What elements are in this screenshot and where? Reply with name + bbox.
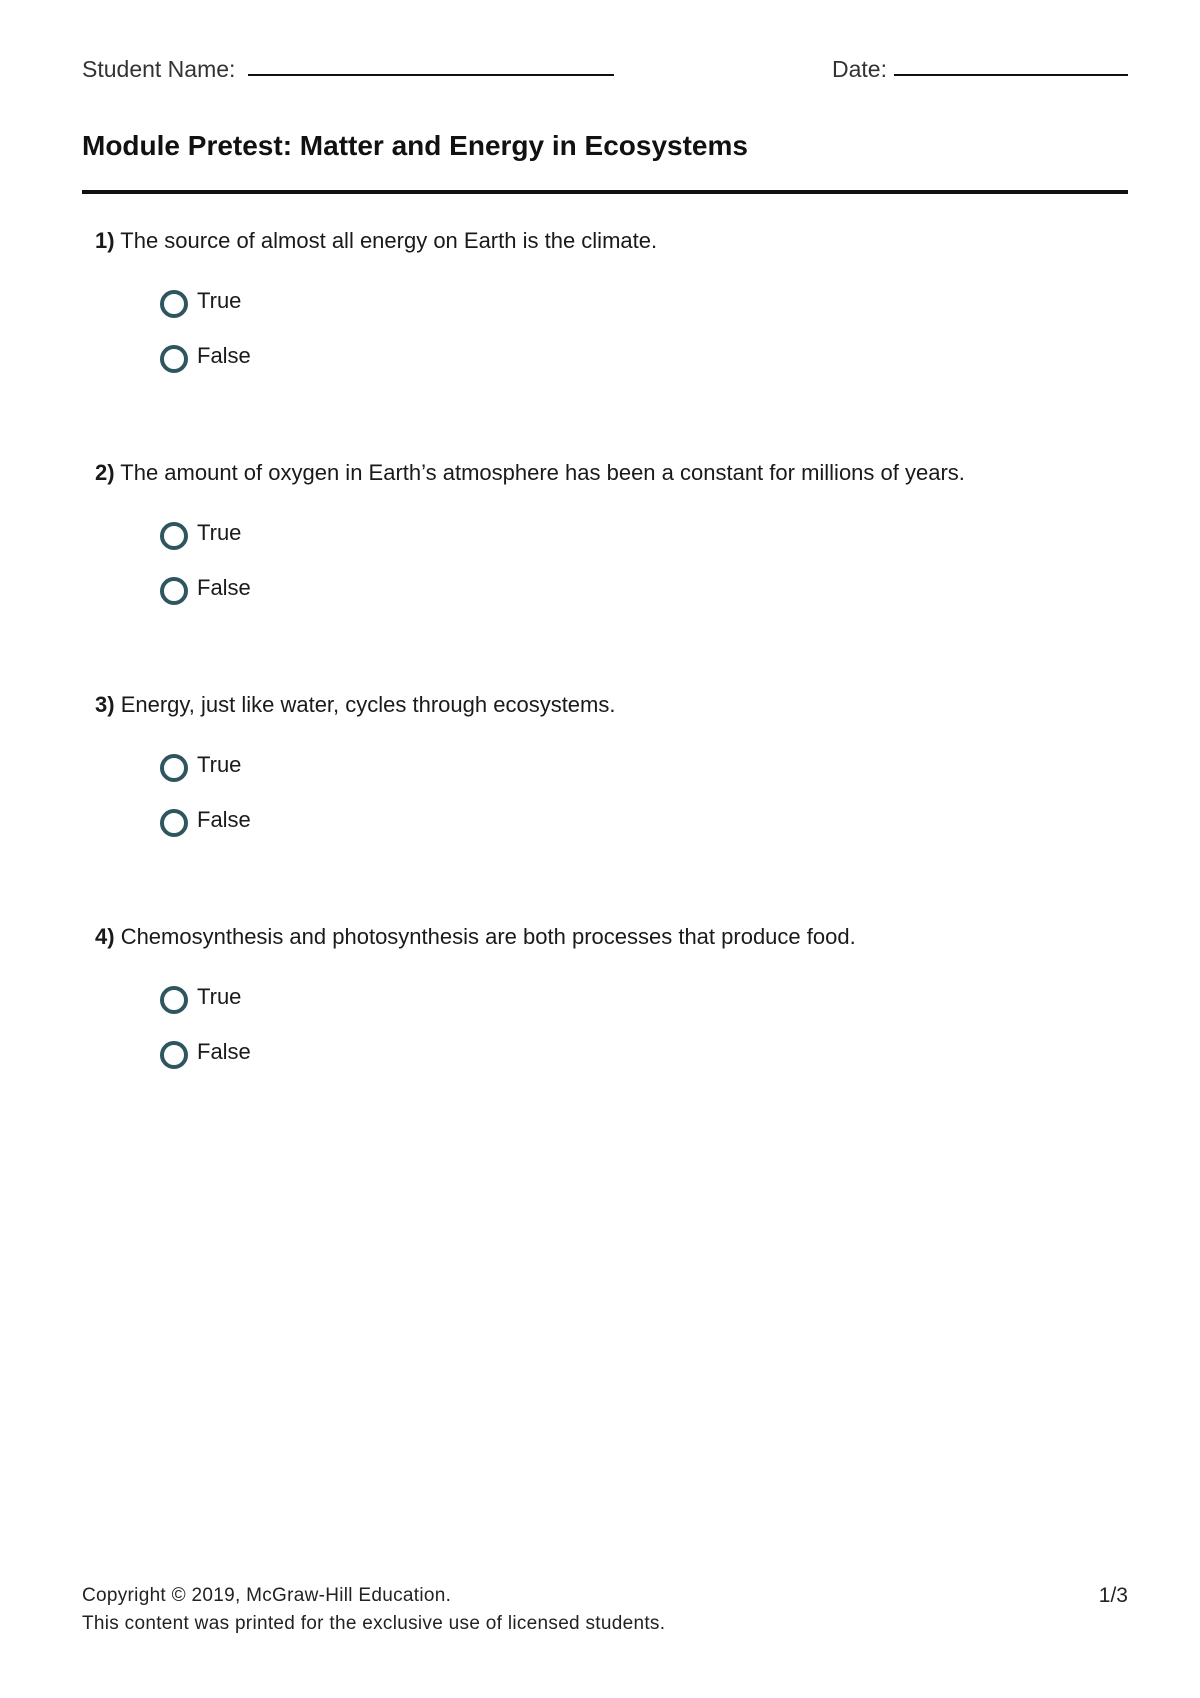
footer [82, 1582, 665, 1638]
option-label: True [197, 520, 242, 545]
radio-button-icon[interactable] [160, 522, 188, 550]
question-2 [95, 458, 1115, 600]
question-1 [95, 226, 1115, 368]
question-prompt: Energy, just like water, cycles through ecosystems. [120, 692, 616, 717]
radio-button-icon[interactable] [160, 809, 188, 837]
copyright-text: Copyright © 2019, McGraw-Hill Education. [82, 1585, 452, 1606]
student-name-label: Student Name: [82, 56, 236, 82]
student-name-field[interactable] [248, 74, 614, 76]
page-number: 1/3 [1098, 1584, 1128, 1607]
radio-button-icon[interactable] [160, 345, 188, 373]
option-label: True [197, 984, 242, 1009]
date-field[interactable] [894, 74, 1128, 76]
date-label: Date: [832, 56, 887, 82]
question-4 [95, 922, 1115, 1064]
radio-button-icon[interactable] [160, 1041, 188, 1069]
radio-button-icon[interactable] [160, 577, 188, 605]
radio-button-icon[interactable] [160, 290, 188, 318]
question-prompt: The source of almost all energy on Earth is the climate. [120, 228, 658, 253]
option-label: True [197, 288, 242, 313]
question-number: 4) [95, 924, 115, 949]
option-label: False [197, 1039, 251, 1064]
question-2-text [95, 458, 1115, 488]
student-info-header [82, 54, 1128, 84]
question-number: 2) [95, 460, 115, 485]
title-divider [82, 190, 1128, 194]
question-number: 3) [95, 692, 115, 717]
question-3-text [95, 690, 1115, 720]
question-3 [95, 690, 1115, 832]
question-prompt: The amount of oxygen in Earth’s atmosphere has been a constant for millions of years. [120, 460, 965, 485]
question-4-text [95, 922, 1115, 952]
option-label: True [197, 752, 242, 777]
option-label: False [197, 343, 251, 368]
question-prompt: Chemosynthesis and photosynthesis are both processes that produce food. [120, 924, 856, 949]
question-number: 1) [95, 228, 115, 253]
radio-button-icon[interactable] [160, 754, 188, 782]
option-label: False [197, 807, 251, 832]
page-title: Module Pretest: Matter and Energy in Ecosystems [82, 130, 748, 161]
license-notice: This content was printed for the exclusive use of licensed students. [82, 1613, 666, 1634]
question-1-text [95, 226, 1115, 256]
option-label: False [197, 575, 251, 600]
radio-button-icon[interactable] [160, 986, 188, 1014]
